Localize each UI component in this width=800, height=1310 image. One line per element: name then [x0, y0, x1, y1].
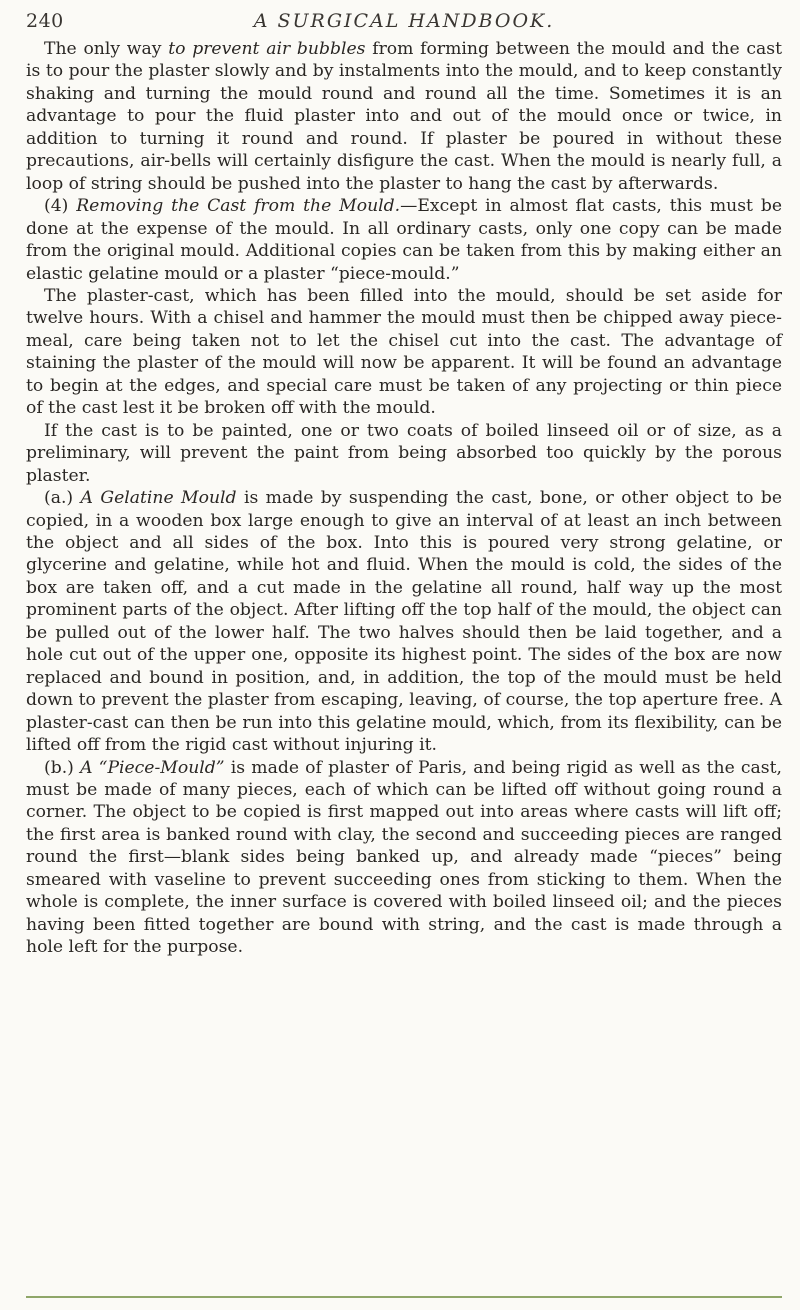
book-page: [26, 8, 782, 1298]
section-heading: Removing the Cast from the Mould.: [76, 196, 401, 217]
running-head: [26, 8, 782, 38]
running-title: A SURGICAL HANDBOOK.: [253, 10, 555, 32]
paragraph-removing-cast: (4) Removing the Cast from the Mould.—Except in almost flat casts, this must be done at the expense of the mould. In all ordinary casts, only one copy can be made from the original mould. Additional copies can be taken from this by making either an elastic gelatine mould or a plaster “piece-mould.”: [26, 196, 782, 284]
paragraph-gelatine-mould: (a.) A Gelatine Mould is made by suspending the cast, bone, or other object to be copied, in a wooden box large enough to give an interval of at least an inch between the object and all sides of the box. Into this is poured very strong gelatine, or glycerine and gelatine, while hot and fluid. When the mould is cold, the sides of the box are taken off, and a cut made in the gelatine all round, half way up the most prominent parts of the object. After lifting off the top half of the mould, the object can be pulled out of the lower half. The two halves should then be laid together, and a hole cut out of the upper one, opposite its highest point. The sides of the box are now replaced and bound in position, and, in addition, the top of the mould must be held down to prevent the plaster from escaping, leaving, of course, the top aperture free. A plaster-cast can then be run into this gelatine mould, which, from its flexibility, can be lifted off from the rigid cast without injuring it.: [26, 488, 782, 756]
page-bottom-rule: [26, 1296, 782, 1298]
page-number: 240: [26, 10, 64, 32]
section-heading: A “Piece-Mould”: [80, 757, 225, 778]
paragraph-piece-mould: (b.) A “Piece-Mould” is made of plaster of Paris, and being rigid as well as the cast, must be made of many pieces, each of which can be lifted off without going round a corner. The object to be copied is first mapped out into areas where casts will lift off; the first area is banked round with clay, the second and succeeding pieces are ranged round the first—blank sides being banked up, and already made “pieces” being smeared with vaseline to prevent succeeding ones from sticking to them. When the whole is complete, the inner surface is covered with boiled linseed oil; and the pieces having been fitted together are bound with string, and the cast is made through a hole left for the purpose.: [26, 757, 782, 958]
italic-phrase: to prevent air bubbles: [168, 39, 366, 59]
body-text: [26, 38, 782, 959]
section-heading: A Gelatine Mould: [80, 488, 237, 509]
paragraph-plaster-cast: The plaster-cast, which has been filled into the mould, should be set aside for twelve hours. With a chisel and hammer the mould must then be chipped away piece-meal, care being taken not to let the chisel cut into the cast. The advantage of staining the plaster of the mould will now be apparent. It will be found an advantage to begin at the edges, and special care must be taken of any projecting or thin piece of the cast lest it be broken off with the mould.: [26, 285, 782, 419]
paragraph-painting: If the cast is to be painted, one or two coats of boiled linseed oil or of size, as a preliminary, will prevent the paint from being absorbed too quickly by the porous plaster.: [26, 420, 782, 486]
paragraph-air-bubbles: The only way to prevent air bubbles from forming between the mould and the cast is to pour the plaster slowly and by instalments into the mould, and to keep constantly shaking and turning the mould round and round all the time. Sometimes it is an advantage to pour the fluid plaster into and out of the mould once or twice, in addition to turning it round and round. If plaster be poured in without these precautions, air-bells will certainly disfigure the cast. When the mould is nearly full, a loop of string should be pushed into the plaster to hang the cast by afterwards.: [26, 39, 783, 194]
